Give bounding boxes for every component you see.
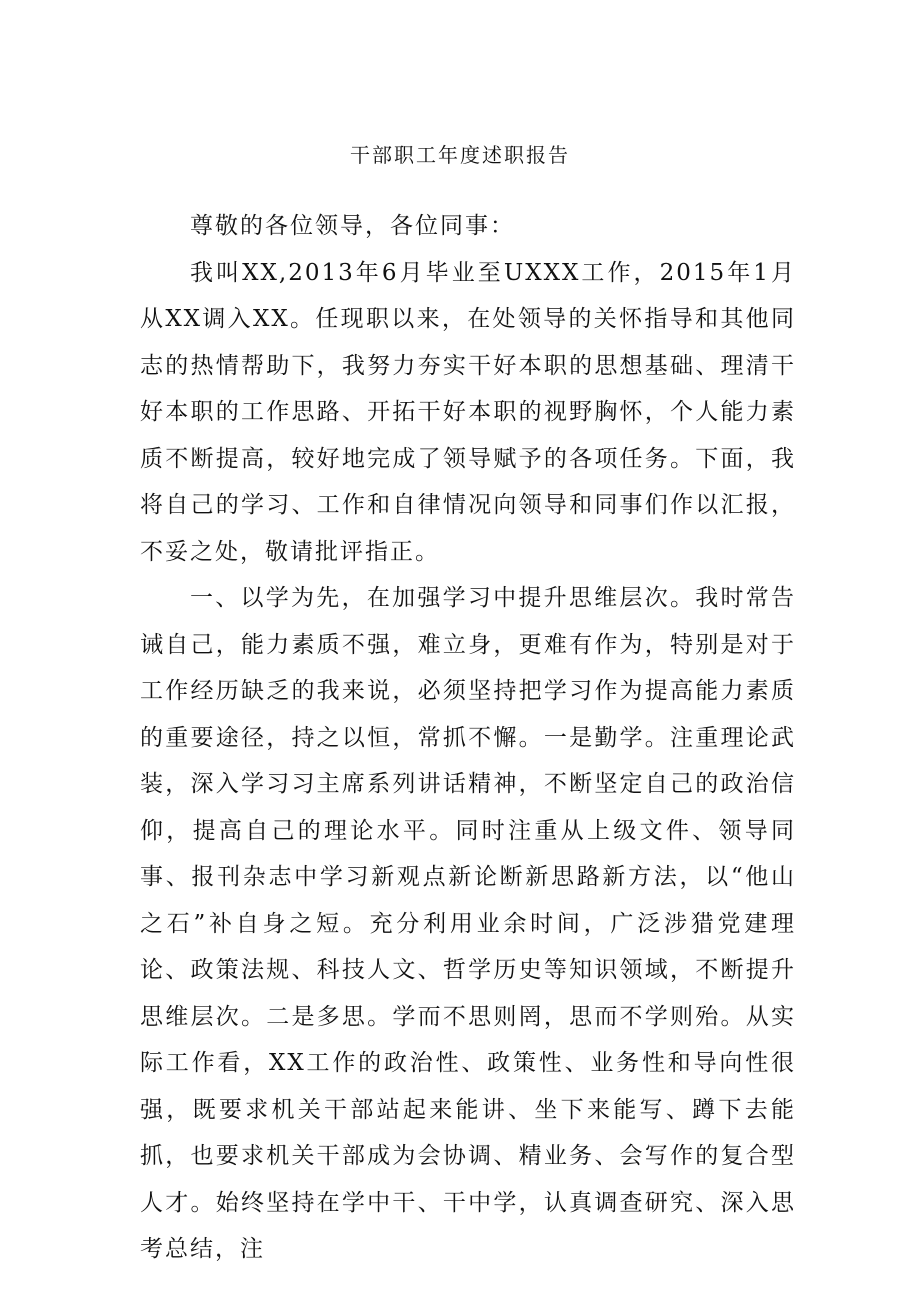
document-title: 干部职工年度述职报告 <box>350 143 570 167</box>
study-section-paragraph: 一、以学为先，在加强学习中提升思维层次。我时常告诫自己，能力素质不强，难立身，更难有作为，特别是对于工作经历缺乏的我来说，必须坚持把学习作为提高能力素质的重要途径，持之以恒，常抓不懈。一是勤学。注重理论武装，深入学习习主席系列讲话精神，不断坚定自己的政治信仰，提高自己的理论水平。同时注重从上级文件、领导同事、报刊杂志中学习新观点新论断新思路新方法，以“他山之石”补自身之短。充分利用业余时间，广泛涉猎党建理论、政策法规、科技人文、哲学历史等知识领域，不断提升思维层次。二是多思。学而不思则罔，思而不学则殆。从实际工作看，XX工作的政治性、政策性、业务性和导向性很强，既要求机关干部站起来能讲、坐下来能写、蹲下去能抓，也要求机关干部成为会协调、精业务、会写作的复合型人才。始终坚持在学中干、干中学，认真调查研究、深入思考总结，注 <box>140 585 796 1262</box>
introduction-paragraph: 我叫XX,2013年6月毕业至UXXX工作，2015年1月从XX调入XX。任现职以来，在处领导的关怀指导和其他同志的热情帮助下，我努力夯实干好本职的思想基础、理清干好本职的工作思路、开拓干好本职的视野胸怀，个人能力素质不断提高，较好地完成了领导赋予的各项任务。下面，我将自己的学习、工作和自律情况向领导和同事们作以汇报，不妥之处，敬请批评指正。 <box>140 259 796 565</box>
document-body <box>140 203 796 1273</box>
salutation-paragraph: 尊敬的各位领导，各位同事： <box>190 213 515 239</box>
